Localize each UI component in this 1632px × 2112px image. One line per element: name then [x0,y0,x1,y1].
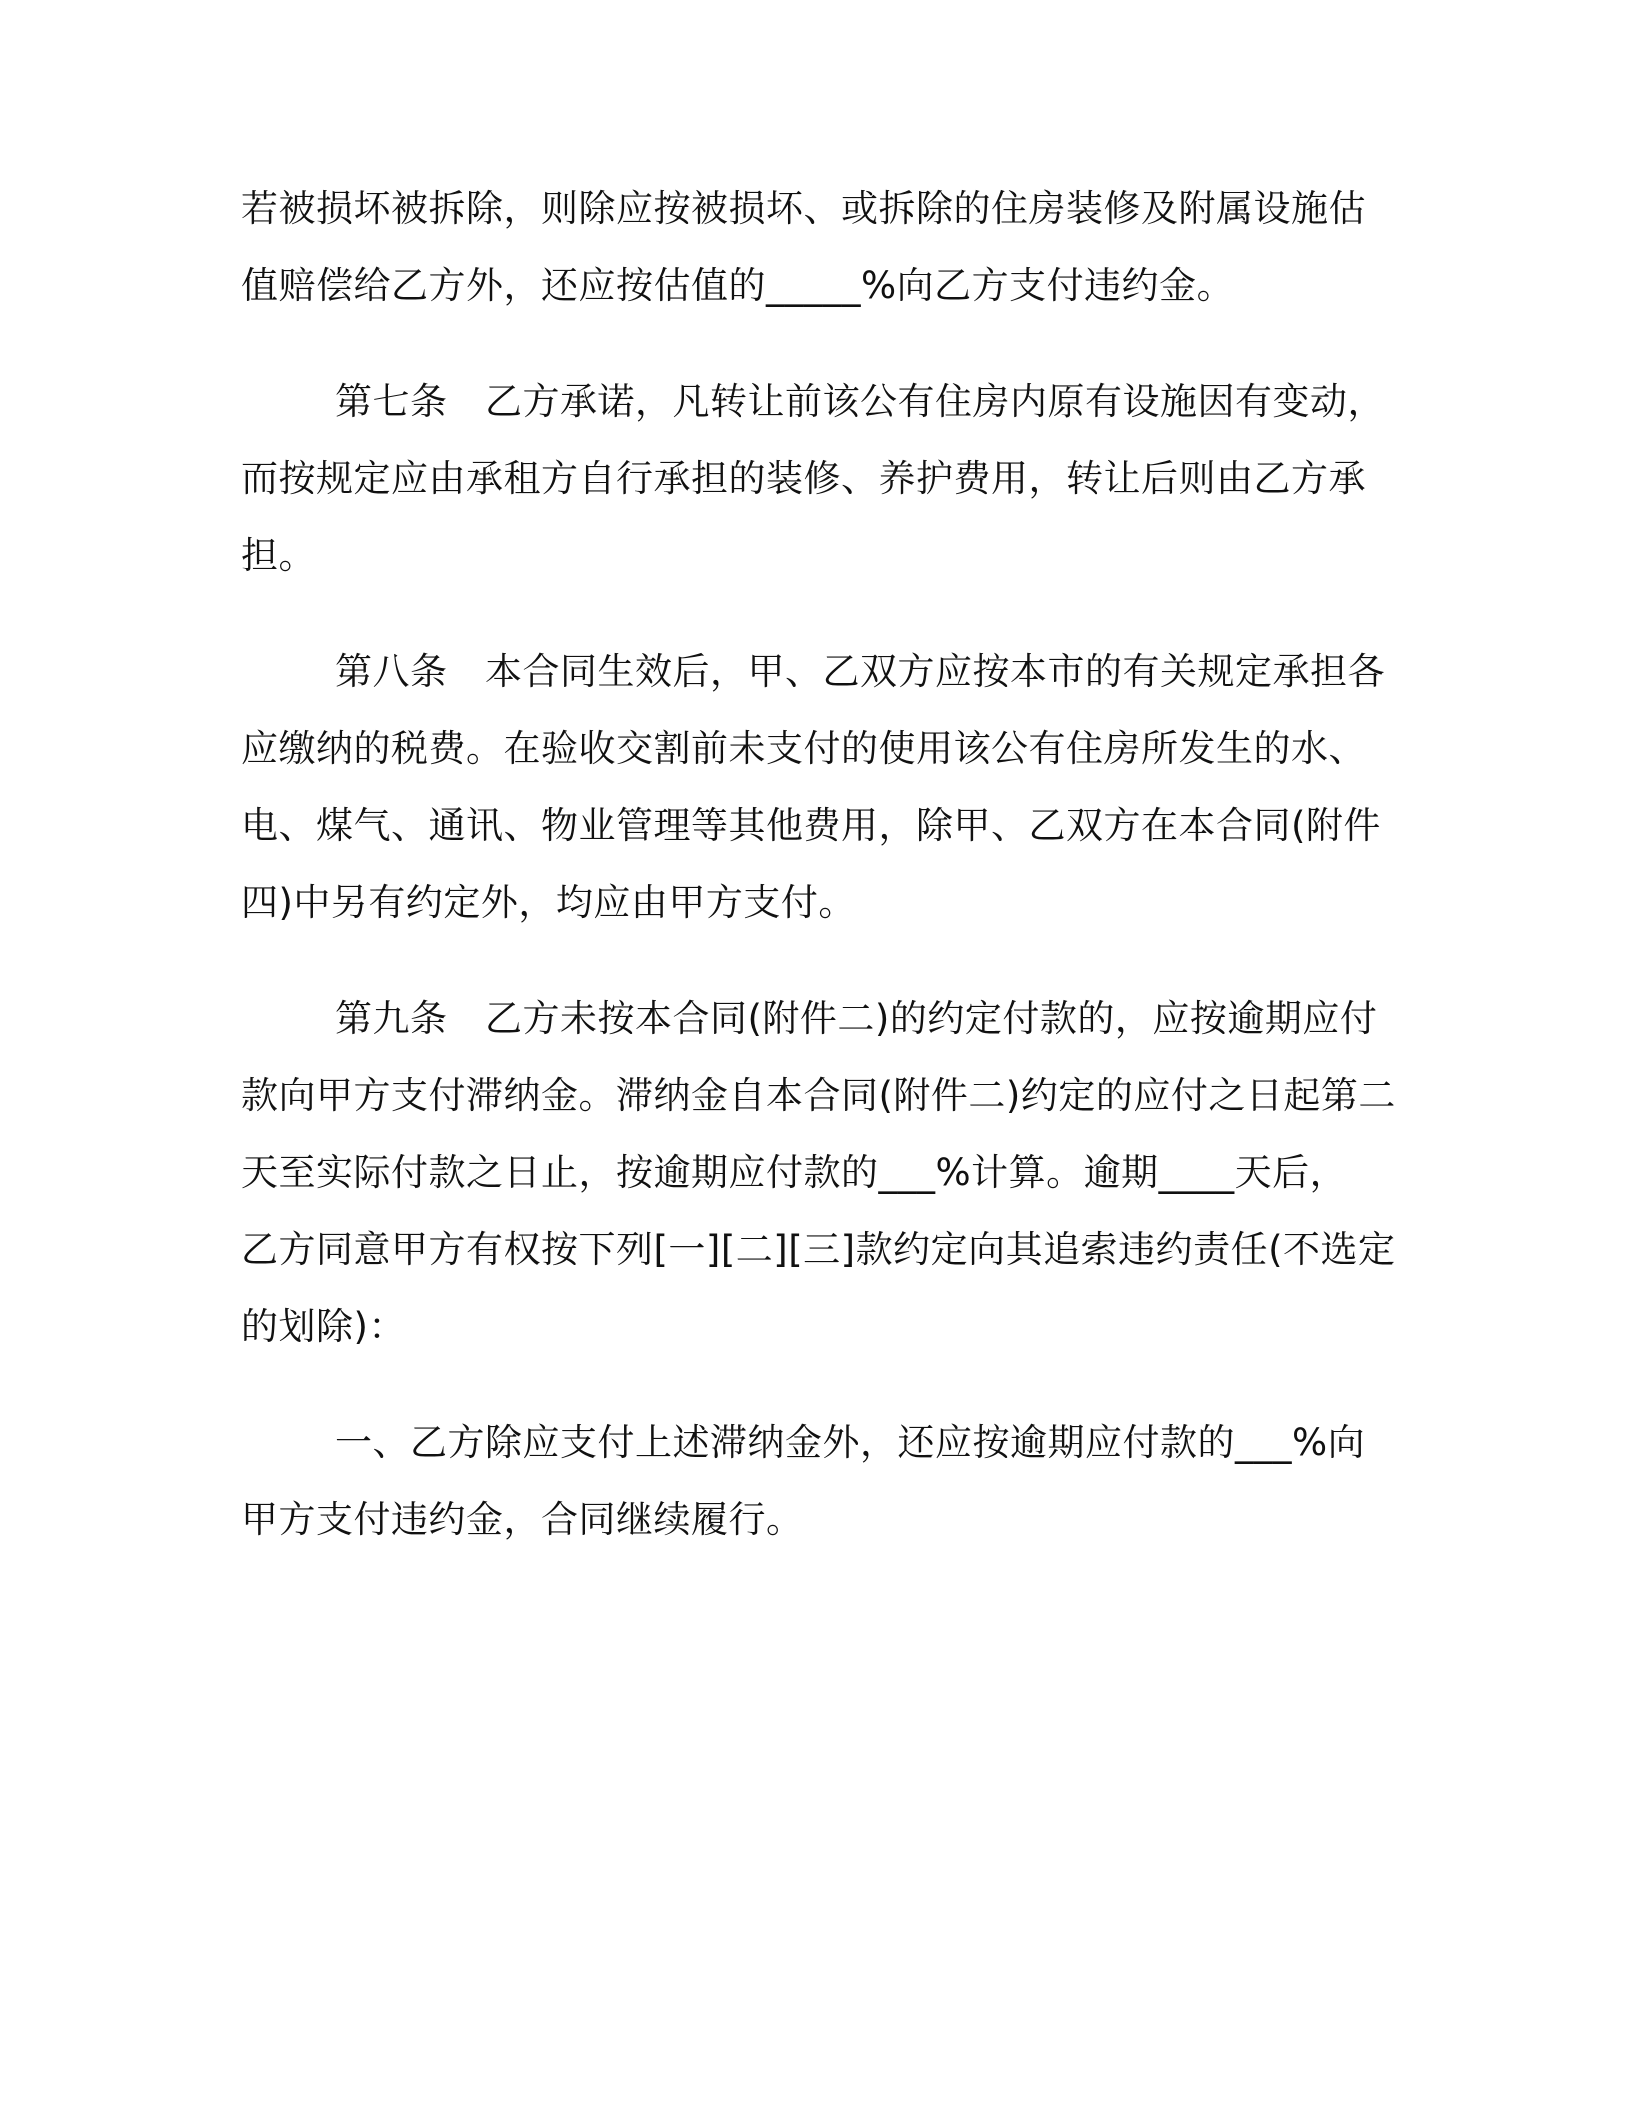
text-line: 四)中另有约定外，均应由甲方支付。 [241,881,856,924]
text-line: 担。 [241,534,316,577]
text-line: 乙方同意甲方有权按下列[一][二][三]款约定向其追索违约责任(不选定 [241,1228,1396,1271]
text-line: 应缴纳的税费。在验收交割前未支付的使用该公有住房所发生的水、 [241,727,1366,770]
paragraph-article-9 [241,995,1396,1351]
text-line: 若被损坏被拆除，则除应按被损坏、或拆除的住房装修及附属设施估 [241,187,1366,230]
contract-text [241,185,1396,1544]
text-line: 第八条 本合同生效后，甲、乙双方应按本市的有关规定承担各 [335,650,1385,693]
text-line: 甲方支付违约金，合同继续履行。 [241,1498,804,1541]
paragraph-clause-1 [241,1419,1391,1544]
text-line: 电、煤气、通讯、物业管理等其他费用，除甲、乙双方在本合同(附件 [241,804,1381,847]
text-line: 的划除)： [241,1305,406,1348]
paragraph-article-7 [241,378,1391,580]
text-line: 而按规定应由承租方自行承担的装修、养护费用，转让后则由乙方承 [241,457,1366,500]
text-line: 第七条 乙方承诺，凡转让前该公有住房内原有设施因有变动， [335,380,1385,423]
text-line: 天至实际付款之日止，按逾期应付款的___%计算。逾期____天后， [241,1151,1348,1194]
text-line: 值赔偿给乙方外，还应按估值的_____%向乙方支付违约金。 [241,264,1235,307]
text-line: 第九条 乙方未按本合同(附件二)的约定付款的，应按逾期应付 [335,997,1378,1040]
paragraph-continuation [241,185,1391,310]
paragraph-article-8 [241,648,1391,927]
text-line: 一、乙方除应支付上述滞纳金外，还应按逾期应付款的___%向 [335,1421,1366,1464]
text-line: 款向甲方支付滞纳金。滞纳金自本合同(附件二)约定的应付之日起第二 [241,1074,1396,1117]
